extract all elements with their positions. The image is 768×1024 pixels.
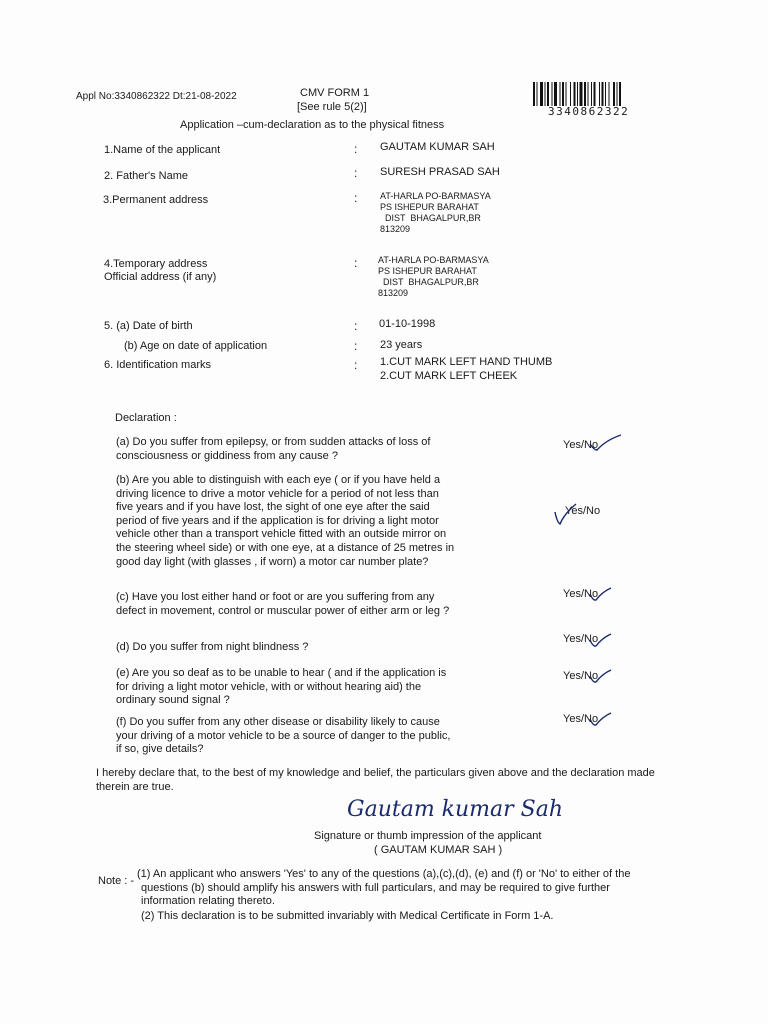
note-item-2: (2) This declaration is to be submitted invariably with Medical Certificate in Form 1-A.	[141, 910, 554, 922]
barcode-bar	[594, 82, 596, 106]
answer-d: Yes/No	[563, 633, 599, 645]
barcode-bar	[566, 82, 567, 106]
barcode	[533, 82, 678, 106]
barcode-bar	[533, 82, 535, 106]
colon: :	[354, 319, 358, 333]
note-label: Note : -	[98, 875, 135, 887]
identification-mark-2: 2.CUT MARK LEFT CHEEK	[380, 370, 518, 382]
name-value: GAUTAM KUMAR SAH	[380, 141, 495, 153]
barcode-bar	[609, 82, 610, 106]
barcode-bar	[588, 82, 589, 106]
temporary-address-value: AT-HARLA PO-BARMASYA PS ISHEPUR BARAHAT DIST BHAGALPUR,BR 813209	[378, 255, 489, 298]
official-address-label: Official address (if any)	[104, 271, 217, 283]
form-subtitle: Application –cum-declaration as to the physical fitness	[180, 119, 445, 131]
barcode-bar	[547, 82, 549, 106]
answer-f: Yes/No	[563, 713, 599, 725]
father-label: 2. Father's Name	[104, 170, 189, 182]
barcode-bar	[545, 82, 546, 106]
barcode-bar	[617, 82, 618, 106]
age-label: (b) Age on date of application	[124, 340, 268, 352]
handwritten-signature: Gautam kumar Sah	[347, 797, 564, 822]
permanent-address-label: 3.Permanent address	[103, 194, 209, 206]
age-value: 23 years	[380, 339, 423, 351]
colon: :	[354, 191, 358, 205]
signature-caption: Signature or thumb impression of the applicant	[314, 830, 542, 842]
question-d: (d) Do you suffer from night blindness ?	[116, 641, 309, 653]
question-b: (b) Are you able to distinguish with each eye ( or if you have held a driving licence to drive a motor vehicle for a period of not less than five years and if you have lost, the sight of one eye after the said period of five years and if the application is for driving a light motor vehicle other than a transport vehicle fitted with an outside mirror on the steering wheel side) or with one eye, at a distance of 25 metres in good day light (with glasses , if worn) a motor car number plate?	[116, 474, 455, 568]
barcode-bar	[591, 82, 592, 106]
barcode-bar	[540, 82, 543, 106]
signature-name: ( GAUTAM KUMAR SAH )	[374, 844, 503, 856]
barcode-bar	[619, 82, 621, 106]
dob-value: 01-10-1998	[379, 318, 436, 330]
identification-marks-label: 6. Identification marks	[104, 359, 211, 371]
barcode-number: 3340862322	[548, 105, 630, 118]
colon: :	[354, 142, 358, 156]
dob-label: 5. (a) Date of birth	[104, 320, 193, 332]
father-value: SURESH PRASAD SAH	[380, 166, 500, 178]
checkmark-icon	[588, 432, 624, 454]
colon: :	[354, 166, 358, 180]
question-c: (c) Have you lost either hand or foot or are you suffering from any defect in movement, control or muscular power of either arm or leg ?	[116, 591, 450, 617]
colon: :	[354, 358, 358, 372]
answer-e: Yes/No	[563, 670, 599, 682]
question-e: (e) Are you so deaf as to be unable to hear ( and if the application is for driving a light motor vehicle, with or without hearing aid) the ordinary sound signal ?	[116, 667, 447, 707]
answer-b: Yes/No	[565, 505, 601, 517]
temporary-address-label: 4.Temporary address	[104, 258, 208, 270]
answer-c: Yes/No	[563, 588, 599, 600]
barcode-bar	[554, 82, 557, 106]
barcode-bar	[560, 82, 561, 106]
declaration-heading: Declaration :	[115, 412, 177, 424]
barcode-bar	[577, 82, 578, 106]
barcode-bar	[570, 82, 571, 106]
checkmark-icon	[588, 630, 614, 650]
barcode-bar	[562, 82, 564, 106]
colon: :	[354, 339, 358, 353]
note-item-1: (1) An applicant who answers 'Yes' to any of the questions (a),(c),(d), (e) and (f) or 'No' to either of the questions (b) should amplify his answers with full particulars, and may be required to give further information relating thereto.	[137, 868, 631, 907]
barcode-bar	[613, 82, 615, 106]
question-f: (f) Do you suffer from any other disease or disability likely to cause your driving of a motor vehicle to be a source of danger to the public, if so, give details?	[116, 716, 451, 756]
permanent-address-value: AT-HARLA PO-BARMASYA PS ISHEPUR BARAHAT DIST BHAGALPUR,BR 813209	[380, 191, 491, 234]
checkmark-icon	[552, 502, 582, 528]
checkmark-icon	[588, 666, 614, 686]
name-label: 1.Name of the applicant	[104, 144, 221, 156]
identification-mark-1: 1.CUT MARK LEFT HAND THUMB	[380, 356, 553, 368]
barcode-bar	[580, 82, 583, 106]
question-a: (a) Do you suffer from epilepsy, or from sudden attacks of loss of consciousness or giddiness from any cause ?	[116, 436, 431, 462]
answer-a: Yes/No	[563, 439, 599, 451]
checkmark-icon	[588, 709, 614, 729]
form-title: CMV FORM 1	[300, 87, 370, 99]
barcode-bar	[602, 82, 604, 106]
checkmark-icon	[588, 584, 614, 604]
barcode-bar	[574, 82, 576, 106]
barcode-bar	[584, 82, 586, 106]
barcode-bar	[605, 82, 606, 106]
colon: :	[354, 256, 358, 270]
barcode-bar	[537, 82, 538, 106]
barcode-bar	[599, 82, 600, 106]
rule-ref: [See rule 5(2)]	[297, 101, 367, 113]
barcode-bar	[552, 82, 553, 106]
declaration-statement: I hereby declare that, to the best of my knowledge and belief, the particulars given above and the declaration made therein are true.	[96, 767, 655, 793]
appl-no: Appl No:3340862322 Dt:21-08-2022	[76, 91, 237, 102]
